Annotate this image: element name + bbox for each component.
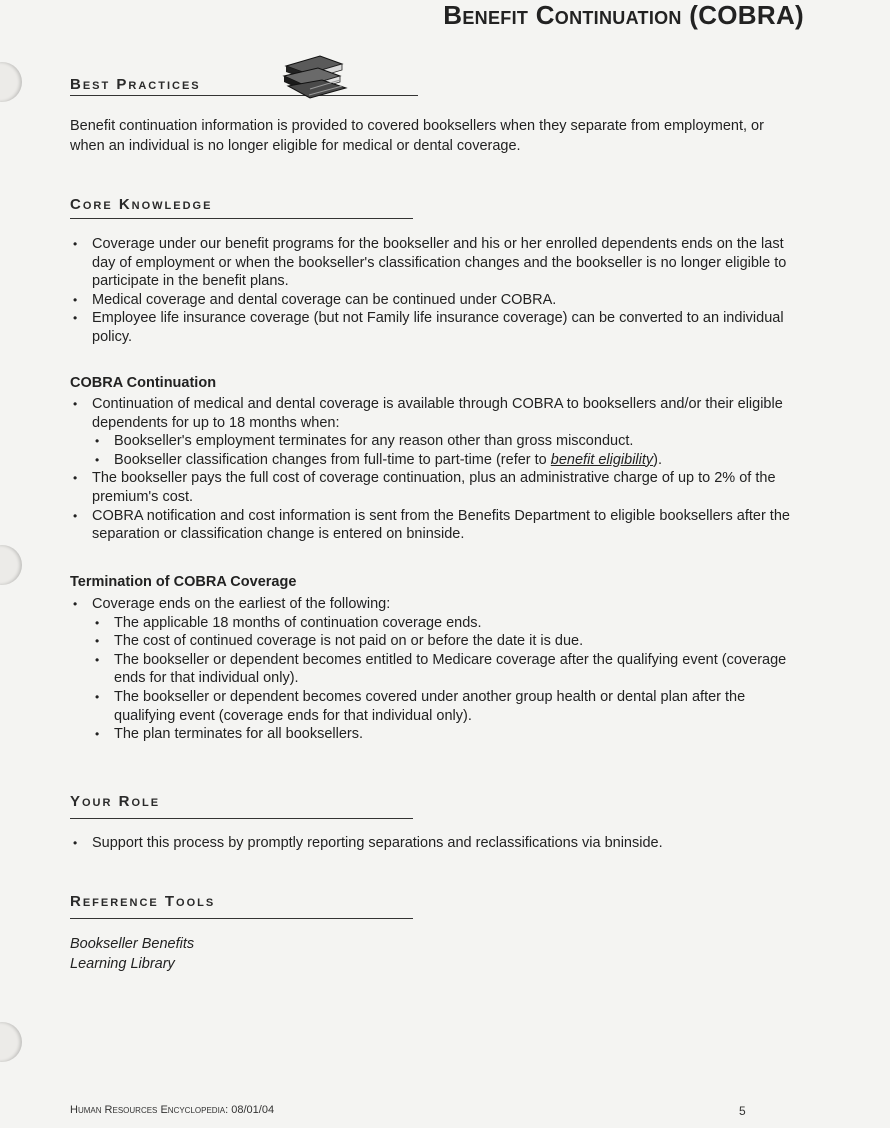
your-role-rule bbox=[70, 818, 413, 819]
binder-hole bbox=[0, 1022, 22, 1062]
list-item bbox=[70, 595, 805, 744]
page-number: 5 bbox=[739, 1104, 746, 1118]
sub-list-item: • The bookseller or dependent becomes entitled to Medicare coverage after the qualifying event (coverage ends for that individual only). bbox=[92, 651, 805, 688]
sub-list-item: • Bookseller's employment terminates for any reason other than gross misconduct. bbox=[92, 432, 805, 451]
sub-list-item: • The plan terminates for all booksellers. bbox=[92, 725, 805, 744]
books-icon bbox=[280, 52, 352, 102]
cobra-continuation-list bbox=[70, 395, 805, 544]
sub-list-item: • The bookseller or dependent becomes covered under another group health or dental plan after the qualifying event (coverage ends for that individual only). bbox=[92, 688, 805, 725]
sub-list bbox=[92, 614, 805, 744]
list-item: • Medical coverage and dental coverage can be continued under COBRA. bbox=[70, 291, 805, 310]
page-title: Benefit Continuation (COBRA) bbox=[443, 0, 804, 30]
reference-link-bookseller-benefits[interactable]: Bookseller Benefits bbox=[70, 936, 195, 952]
list-item: • Coverage under our benefit programs for the bookseller and his or her enrolled dependents ends on the last day of employment or when the bookseller's classification changes and the bookseller is no longer eligible to participate in the benefit plans. bbox=[70, 235, 805, 291]
binder-hole bbox=[0, 545, 22, 585]
reference-tools-rule bbox=[70, 918, 413, 919]
list-item-text: Continuation of medical and dental coverage is available through COBRA to booksellers and/or their eligible dependents for up to 18 months when: bbox=[92, 396, 783, 431]
sub-list bbox=[92, 432, 805, 469]
sub-list-item bbox=[92, 451, 805, 470]
core-knowledge-heading: Core Knowledge bbox=[70, 196, 213, 213]
list-item: • Employee life insurance coverage (but not Family life insurance coverage) can be converted to an individual policy. bbox=[70, 309, 805, 346]
reference-link-learning-library[interactable]: Learning Library bbox=[70, 956, 175, 972]
sub-list-item: • The cost of continued coverage is not paid on or before the date it is due. bbox=[92, 632, 805, 651]
termination-heading: Termination of COBRA Coverage bbox=[70, 574, 297, 590]
best-practices-text: Benefit continuation information is provided to covered booksellers when they separate from employment, or when an individual is no longer eligible for medical or dental coverage. bbox=[70, 118, 764, 154]
binder-hole bbox=[0, 62, 22, 102]
sub-item-text: Bookseller classification changes from full-time to part-time (refer to bbox=[114, 451, 551, 468]
your-role-heading: Your Role bbox=[70, 793, 161, 810]
best-practices-rule bbox=[70, 95, 418, 96]
best-practices-heading: Best Practices bbox=[70, 76, 201, 93]
core-knowledge-list bbox=[70, 235, 805, 347]
list-item: • The bookseller pays the full cost of coverage continuation, plus an administrative charge of up to 2% of the premium's cost. bbox=[70, 469, 805, 506]
list-item: • COBRA notification and cost information is sent from the Benefits Department to eligible booksellers after the separation or classification change is entered on bninside. bbox=[70, 507, 805, 544]
reference-tools-heading: Reference Tools bbox=[70, 893, 216, 910]
termination-list bbox=[70, 595, 805, 744]
list-item bbox=[70, 395, 805, 469]
core-knowledge-rule bbox=[70, 218, 413, 219]
sub-list-item: • The applicable 18 months of continuation coverage ends. bbox=[92, 614, 805, 633]
sub-item-suffix: ). bbox=[653, 451, 663, 468]
list-item: • Support this process by promptly reporting separations and reclassifications via bninside. bbox=[70, 834, 805, 853]
benefit-eligibility-link[interactable]: benefit eligibility bbox=[550, 451, 654, 468]
list-item-text: Coverage ends on the earliest of the following: bbox=[92, 596, 391, 612]
your-role-list bbox=[70, 834, 805, 853]
cobra-continuation-heading: COBRA Continuation bbox=[70, 375, 217, 391]
footer-encyclopedia-label: Human Resources Encyclopedia: 08/01/04 bbox=[70, 1104, 275, 1116]
